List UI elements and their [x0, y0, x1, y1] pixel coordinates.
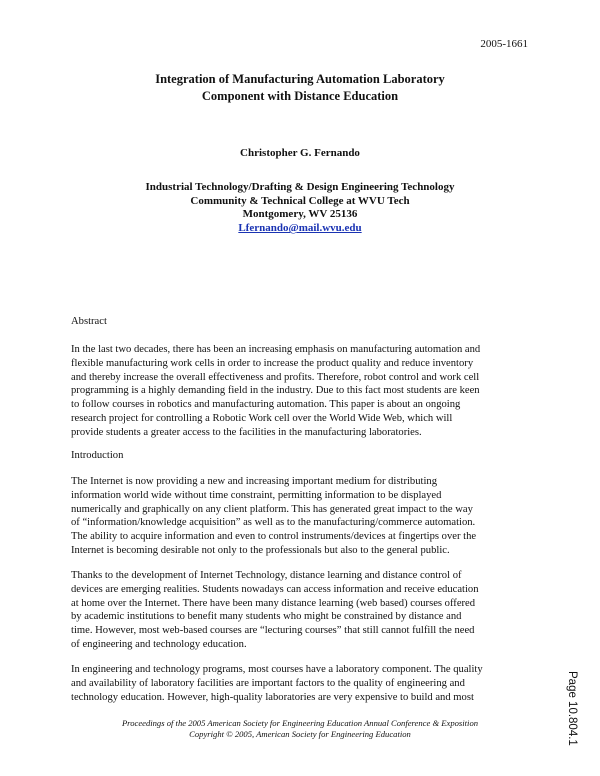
- text-line: at home over the Internet. There have been many distance learning (web based) courses offered: [71, 597, 476, 609]
- author-affiliation: [0, 181, 600, 236]
- text-line: provide students a greater access to the facilities in the manufacturing laboratories.: [71, 426, 422, 438]
- intro-paragraph-3: [71, 663, 531, 704]
- paper-title: [0, 71, 600, 105]
- text-line: In engineering and technology programs, most courses have a laboratory component. The quality: [71, 664, 483, 675]
- intro-paragraph-1: [71, 475, 531, 558]
- page-footer: [0, 718, 600, 740]
- text-line: flexible manufacturing work cells in order to increase the product quality and reduce inventory: [71, 357, 474, 369]
- text-line: The Internet is now providing a new and increasing important medium for distributing: [71, 476, 437, 487]
- text-line: to follow courses in robotics and manufacturing automation. This paper is about an ongoing: [71, 399, 461, 411]
- text-line: by academic institutions to benefit many students who might be constrained by distance and: [71, 611, 462, 623]
- abstract-heading: Abstract: [71, 316, 107, 327]
- affiliation-dept: Industrial Technology/Drafting & Design Engineering Technology: [145, 181, 455, 193]
- title-line: Component with Distance Education: [201, 89, 399, 103]
- text-line: research project for controlling a Robotic Work cell over the World Wide Web, which will: [71, 412, 453, 424]
- author-email-link[interactable]: Lfernando@mail.wvu.edu: [238, 222, 362, 235]
- author-name: Christopher G. Fernando: [240, 147, 360, 159]
- footer-proceedings: Proceedings of the 2005 American Society for Engineering Education Annual Conference & Exposition: [121, 718, 479, 728]
- text-line: and availability of laboratory facilities are important factors to the quality of engineering and: [71, 677, 465, 689]
- paper-id: 2005-1661: [480, 38, 528, 50]
- affiliation-college: Community & Technical College at WVU Tech: [190, 194, 410, 207]
- title-line: Integration of Manufacturing Automation Laboratory: [155, 72, 445, 86]
- text-line: time. However, most web-based courses are “lecturing courses” that still cannot fulfill the need: [71, 625, 475, 637]
- text-line: information world wide without time constraint, permitting information to be displayed: [71, 489, 442, 501]
- text-line: Thanks to the development of Internet Technology, distance learning and distance control of: [71, 570, 462, 581]
- text-line: Internet is becoming desirable not only to the professionals but also to the general public.: [71, 544, 450, 556]
- page-number: Page 10.804.1: [566, 671, 578, 746]
- text-line: of engineering and technology education.: [71, 638, 247, 650]
- text-line: devices are emerging realities. Students nowadays can access information and receive education: [71, 583, 479, 595]
- text-line: of “information/knowledge acquisition” as well as to the manufacturing/commerce automation.: [71, 517, 476, 529]
- text-line: numerically and graphically on any client platform. This has generated great impact to the way: [71, 503, 473, 515]
- footer-copyright: Copyright © 2005, American Society for Engineering Education: [189, 729, 411, 739]
- text-line: The ability to acquire information and even to control instruments/devices at fingertips over the: [71, 531, 477, 543]
- text-line: programming is a highly demanding field in the industry. Due to this fact most students are keen: [71, 385, 480, 397]
- text-line: technology education. However, high-quality laboratories are very expensive to build and most: [71, 691, 474, 703]
- affiliation-location: Montgomery, WV 25136: [242, 208, 358, 221]
- intro-paragraph-2: [71, 569, 531, 652]
- introduction-heading: Introduction: [71, 450, 124, 461]
- abstract-paragraph: [71, 343, 531, 440]
- text-line: and thereby increase the overall effectiveness and profits. Therefore, robot control and work cell: [71, 371, 480, 383]
- text-line: In the last two decades, there has been an increasing emphasis on manufacturing automation and: [71, 344, 481, 355]
